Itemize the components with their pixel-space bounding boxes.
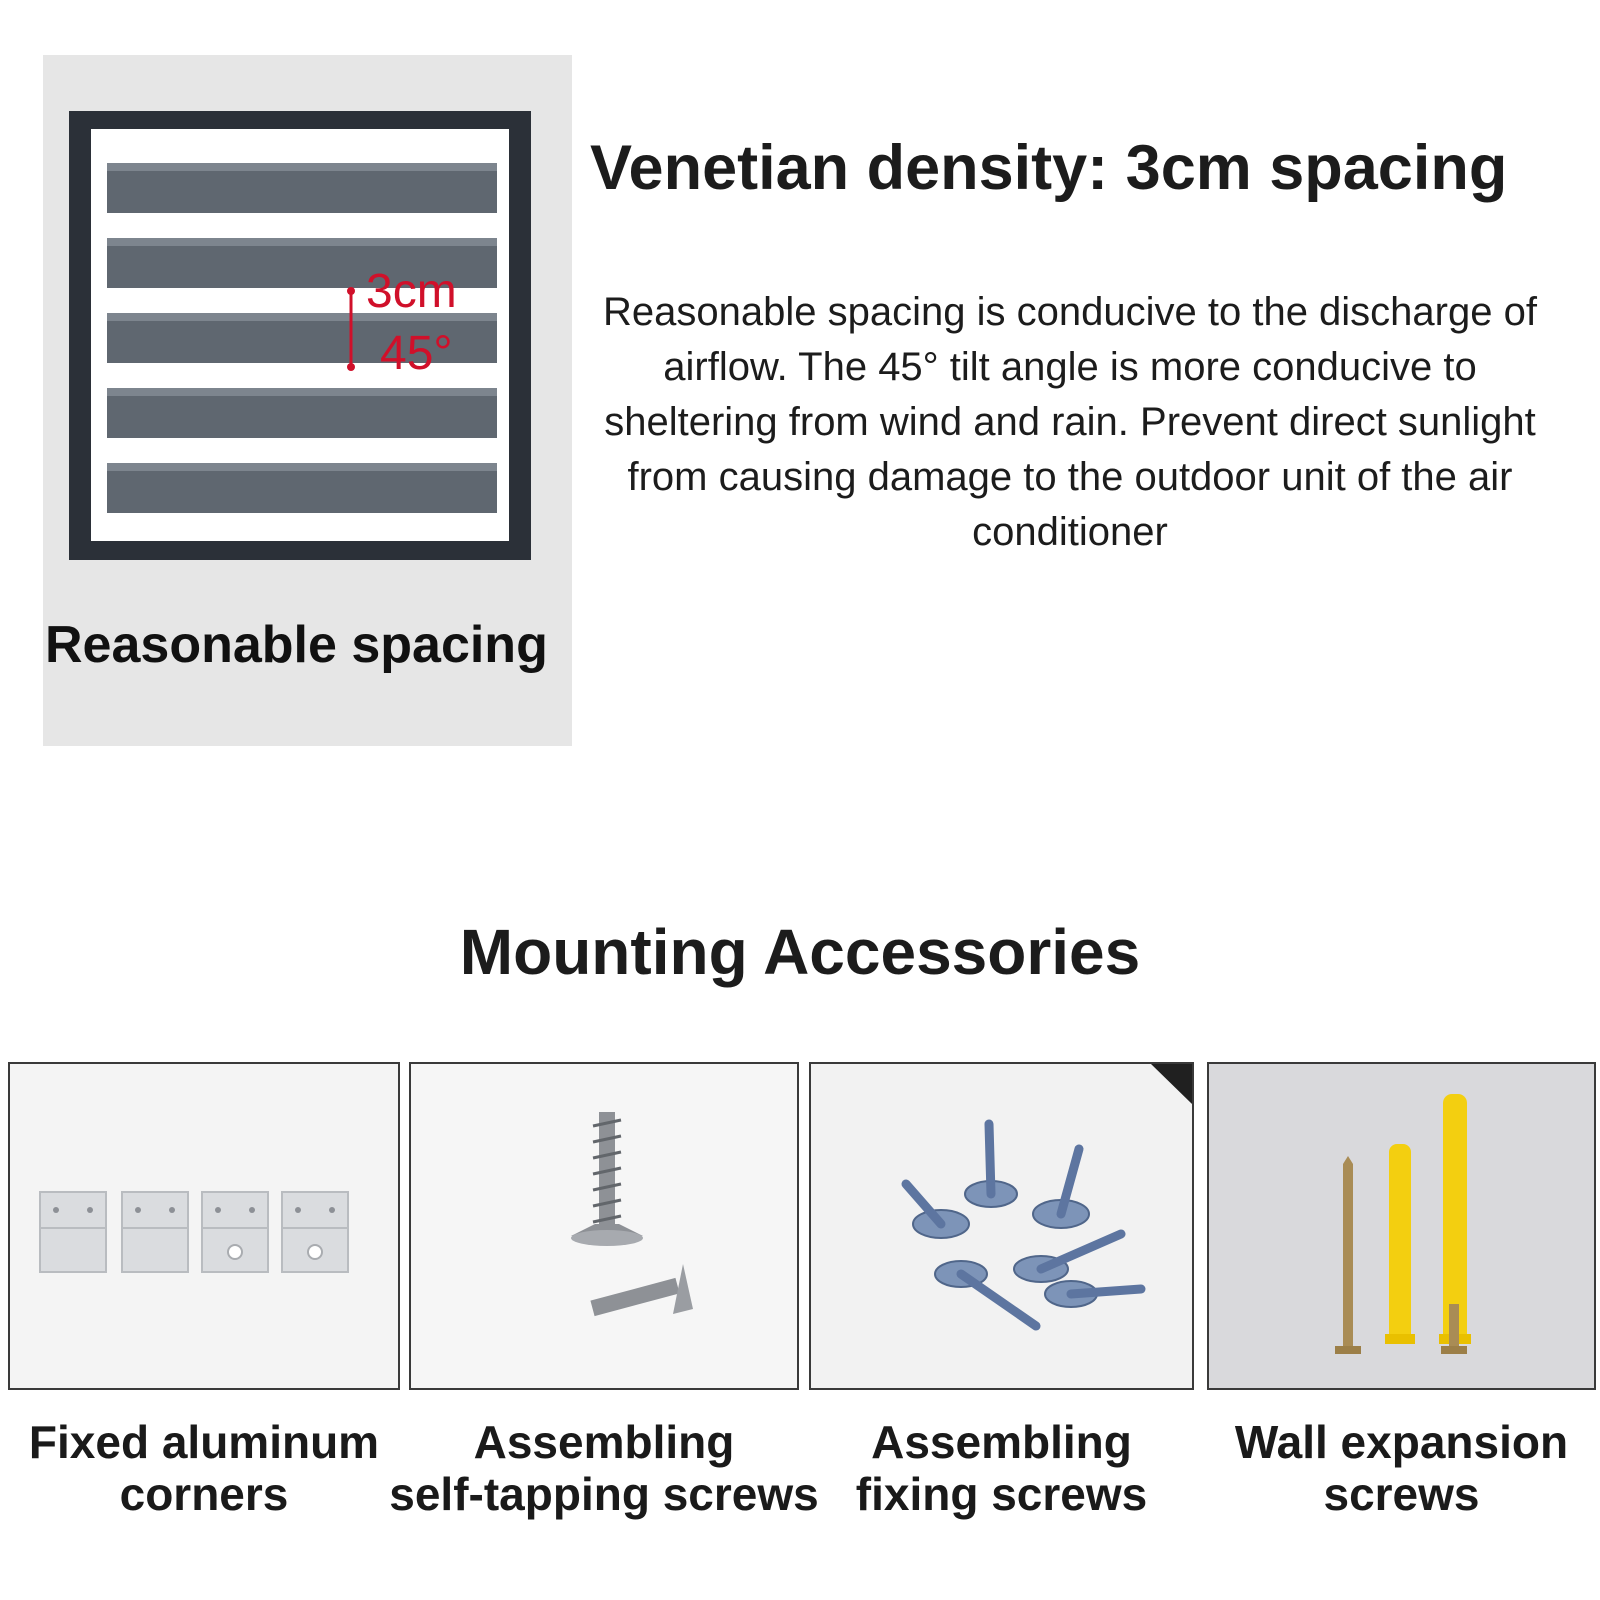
accessory-label-line: Assembling bbox=[473, 1416, 735, 1468]
self-tapping-screw-icon bbox=[411, 1064, 797, 1388]
page-title: Venetian density: 3cm spacing bbox=[590, 133, 1508, 203]
accessory-label-line: Assembling bbox=[871, 1416, 1132, 1468]
accessory-card-corners bbox=[8, 1062, 400, 1390]
fixing-screw-icon bbox=[811, 1064, 1192, 1388]
plug-short bbox=[1385, 1144, 1415, 1344]
accessory-label-line: fixing screws bbox=[855, 1468, 1148, 1520]
expansion-screw-icon bbox=[1209, 1064, 1594, 1388]
accessory-card-expansion bbox=[1207, 1062, 1596, 1390]
accessory-label-line: Wall expansion bbox=[1234, 1416, 1569, 1468]
accessory-label-line: screws bbox=[1323, 1468, 1480, 1520]
accessory-label-line: Fixed aluminum bbox=[28, 1416, 380, 1468]
section-title: Mounting Accessories bbox=[459, 916, 1141, 988]
aluminum-corner-icon bbox=[10, 1064, 398, 1388]
spacing-label: 3cm bbox=[366, 265, 457, 318]
accessory-label-line: corners bbox=[119, 1468, 289, 1520]
angle-label: 45° bbox=[380, 327, 453, 380]
plug-with-screw bbox=[1439, 1094, 1471, 1354]
louver-caption: Reasonable spacing bbox=[45, 616, 548, 674]
accessory-label-self-tapping bbox=[384, 1416, 824, 1520]
accessory-card-self-tapping bbox=[409, 1062, 799, 1390]
louver-image-panel bbox=[43, 55, 572, 746]
accessory-label-fixing bbox=[809, 1416, 1194, 1520]
accessory-label-line: self-tapping screws bbox=[389, 1468, 819, 1520]
description: Reasonable spacing is conducive to the discharge of airflow. The 45° tilt angle is more conducive to sheltering from wind and rain. Prevent direct sunlight from causing damage to the outdoor unit of the air conditioner bbox=[603, 290, 1537, 554]
accessory-label-corners bbox=[8, 1416, 400, 1520]
accessory-label-expansion bbox=[1207, 1416, 1596, 1520]
accessory-card-fixing bbox=[809, 1062, 1194, 1390]
